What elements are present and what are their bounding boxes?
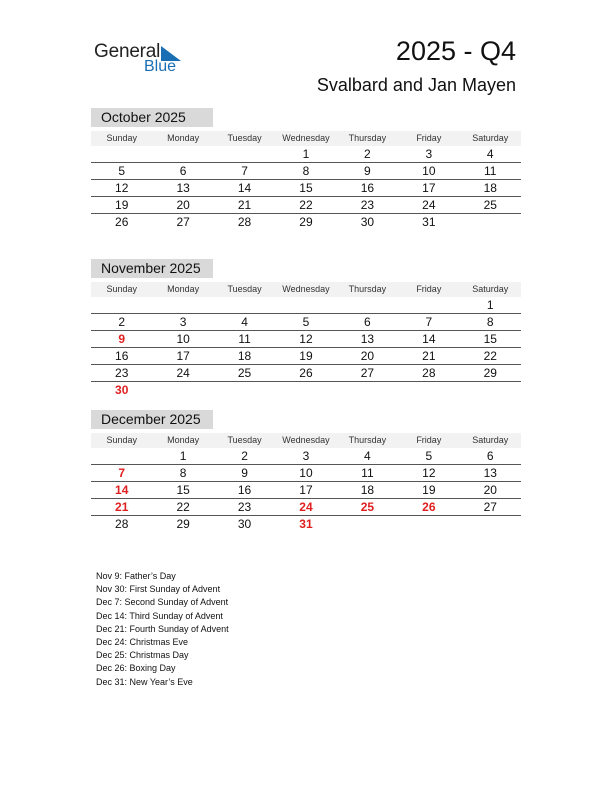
- day-cell: 12: [299, 332, 313, 346]
- day-cell: 28: [115, 517, 129, 531]
- weekday-label: Wednesday: [282, 284, 330, 294]
- day-cell: 6: [364, 315, 371, 329]
- day-cell: 13: [483, 466, 497, 480]
- month-title: December 2025: [91, 410, 213, 429]
- day-cell: 4: [241, 315, 248, 329]
- weekday-label: Monday: [167, 133, 200, 143]
- day-cell: 27: [483, 500, 497, 514]
- weekday-label: Friday: [416, 435, 442, 445]
- weekday-header-row: [91, 131, 521, 146]
- holiday-day-cell: 9: [118, 332, 126, 346]
- holiday-note: Nov 9: Father’s Day: [96, 571, 176, 581]
- day-cell: 16: [360, 181, 375, 195]
- week-row: [91, 365, 521, 382]
- month-title: November 2025: [91, 259, 213, 278]
- day-cell: [460, 516, 521, 532]
- day-cell: 16: [237, 483, 252, 497]
- day-cell: 2: [241, 449, 248, 463]
- day-cell: 13: [360, 332, 375, 346]
- day-cell: 15: [483, 332, 497, 346]
- generalblue-logo: [94, 40, 194, 80]
- week-row: [91, 382, 521, 398]
- weekday-label: Friday: [416, 133, 442, 143]
- weekday-label: Tuesday: [227, 284, 262, 294]
- weekday-header-row: [91, 282, 521, 297]
- day-cell: [275, 382, 336, 398]
- day-cell: [91, 297, 152, 313]
- day-cell: 9: [364, 164, 371, 178]
- holiday-note: Dec 24: Christmas Eve: [96, 637, 189, 648]
- day-cell: 18: [237, 349, 252, 363]
- holiday-note: Dec 25: Christmas Day: [96, 650, 189, 661]
- holiday-notes: [96, 570, 229, 689]
- weekday-label: Sunday: [106, 284, 137, 294]
- day-cell: [152, 297, 213, 313]
- day-cell: 14: [422, 332, 436, 346]
- holiday-day-cell: 21: [115, 500, 129, 514]
- day-cell: 5: [302, 315, 310, 329]
- holiday-note: Dec 26: Boxing Day: [96, 663, 176, 674]
- week-row: [91, 146, 521, 163]
- day-cell: [214, 382, 275, 398]
- logo-general-text: General: [94, 41, 161, 62]
- day-cell: 8: [486, 315, 494, 329]
- day-cell: 31: [422, 215, 436, 229]
- holiday-day-cell: 30: [115, 383, 129, 397]
- week-row: [91, 180, 521, 197]
- weekday-label: Saturday: [472, 435, 509, 445]
- day-cell: 4: [486, 147, 494, 161]
- week-row: [91, 448, 521, 465]
- day-cell: 1: [486, 298, 494, 312]
- day-cell: 6: [486, 449, 494, 463]
- holiday-note: Dec 14: Third Sunday of Advent: [96, 610, 223, 621]
- weekday-label: Saturday: [472, 133, 509, 143]
- day-cell: 2: [364, 147, 371, 161]
- day-cell: 5: [118, 164, 126, 178]
- day-cell: 17: [299, 483, 313, 497]
- day-cell: 24: [176, 366, 190, 380]
- day-cell: [337, 516, 398, 532]
- day-cell: 17: [176, 349, 190, 363]
- weekday-label: Monday: [167, 284, 200, 294]
- page-title: 2025 - Q4: [395, 36, 516, 66]
- month-november: [91, 259, 521, 398]
- day-cell: 6: [179, 164, 187, 178]
- day-cell: 2: [118, 315, 126, 329]
- day-cell: [398, 297, 459, 313]
- day-cell: 10: [299, 466, 313, 480]
- day-cell: [460, 214, 521, 230]
- weekday-label: Friday: [416, 284, 442, 294]
- day-cell: 20: [483, 483, 497, 497]
- day-cell: 1: [302, 147, 310, 161]
- day-cell: 29: [176, 517, 190, 531]
- day-cell: 12: [422, 466, 436, 480]
- holiday-note: Nov 30: First Sunday of Advent: [96, 584, 221, 595]
- day-cell: 23: [360, 198, 375, 212]
- day-cell: 12: [115, 181, 129, 195]
- day-cell: 22: [299, 198, 313, 212]
- week-row: [91, 465, 521, 482]
- holiday-day-cell: 31: [299, 517, 313, 531]
- weekday-label: Monday: [167, 435, 200, 445]
- week-row: [91, 297, 521, 314]
- holiday-note: Dec 21: Fourth Sunday of Advent: [96, 623, 229, 634]
- day-cell: 10: [176, 332, 190, 346]
- day-cell: 3: [425, 147, 433, 161]
- weekday-label: Saturday: [472, 284, 509, 294]
- day-cell: 23: [237, 500, 252, 514]
- day-cell: 10: [422, 164, 436, 178]
- day-cell: 8: [302, 164, 310, 178]
- day-cell: 15: [299, 181, 313, 195]
- weekday-label: Tuesday: [227, 435, 262, 445]
- weekday-label: Thursday: [348, 284, 387, 294]
- day-cell: [214, 146, 275, 162]
- holiday-day-cell: 24: [299, 500, 313, 514]
- weekday-label: Tuesday: [227, 133, 262, 143]
- day-cell: 21: [237, 198, 252, 212]
- day-cell: 19: [422, 483, 436, 497]
- logo-blue-text: Blue: [144, 58, 177, 75]
- day-cell: 25: [237, 366, 252, 380]
- weekday-header-row: [91, 433, 521, 448]
- weekday-label: Sunday: [106, 133, 137, 143]
- day-cell: 27: [360, 366, 375, 380]
- day-cell: 21: [422, 349, 436, 363]
- week-row: [91, 482, 521, 499]
- day-cell: [337, 297, 398, 313]
- day-cell: 22: [483, 349, 497, 363]
- day-cell: 19: [299, 349, 313, 363]
- day-cell: 20: [360, 349, 375, 363]
- day-cell: [152, 382, 213, 398]
- holiday-note: Dec 31: New Year’s Eve: [96, 676, 193, 687]
- day-cell: 26: [299, 366, 313, 380]
- country-name: Svalbard and Jan Mayen: [316, 75, 516, 95]
- day-cell: 29: [299, 215, 313, 229]
- day-cell: 8: [179, 466, 187, 480]
- day-cell: 24: [422, 198, 436, 212]
- day-cell: [398, 382, 459, 398]
- holiday-day-cell: 26: [422, 500, 436, 514]
- weekday-label: Sunday: [106, 435, 137, 445]
- day-cell: 30: [237, 517, 252, 531]
- day-cell: 4: [364, 449, 371, 463]
- day-cell: 11: [361, 466, 374, 480]
- day-cell: 30: [360, 215, 375, 229]
- holiday-day-cell: 7: [118, 466, 126, 480]
- month-title: October 2025: [91, 108, 213, 127]
- day-cell: 16: [115, 349, 129, 363]
- day-cell: 7: [241, 164, 248, 178]
- day-cell: 27: [176, 215, 190, 229]
- day-cell: 22: [176, 500, 190, 514]
- weekday-label: Thursday: [348, 133, 387, 143]
- day-cell: [337, 382, 398, 398]
- day-cell: 29: [483, 366, 497, 380]
- day-cell: [275, 297, 336, 313]
- holiday-day-cell: 25: [360, 500, 375, 514]
- day-cell: 28: [422, 366, 436, 380]
- weekday-label: Wednesday: [282, 133, 330, 143]
- week-row: [91, 331, 521, 348]
- day-cell: [91, 448, 152, 464]
- week-row: [91, 348, 521, 365]
- day-cell: 18: [360, 483, 375, 497]
- day-cell: 5: [425, 449, 433, 463]
- day-cell: 1: [179, 449, 187, 463]
- week-row: [91, 314, 521, 331]
- week-row: [91, 214, 521, 230]
- day-cell: 20: [176, 198, 190, 212]
- day-cell: 23: [115, 366, 129, 380]
- holiday-day-cell: 14: [115, 483, 129, 497]
- day-cell: 3: [302, 449, 310, 463]
- day-cell: 25: [483, 198, 497, 212]
- day-cell: 28: [237, 215, 252, 229]
- weekday-label: Thursday: [348, 435, 387, 445]
- day-cell: [152, 146, 213, 162]
- weekday-label: Wednesday: [282, 435, 330, 445]
- day-cell: 3: [179, 315, 187, 329]
- day-cell: 15: [176, 483, 190, 497]
- day-cell: [214, 297, 275, 313]
- day-cell: [398, 516, 459, 532]
- week-row: [91, 499, 521, 516]
- day-cell: [460, 382, 521, 398]
- week-row: [91, 516, 521, 532]
- day-cell: [91, 146, 152, 162]
- holiday-note: Dec 7: Second Sunday of Advent: [96, 597, 229, 608]
- day-cell: 26: [115, 215, 129, 229]
- day-cell: 19: [115, 198, 129, 212]
- day-cell: 18: [483, 181, 497, 195]
- day-cell: 11: [238, 332, 251, 346]
- day-cell: 11: [484, 164, 497, 178]
- day-cell: 17: [422, 181, 436, 195]
- day-cell: 14: [237, 181, 252, 195]
- day-cell: 9: [241, 466, 248, 480]
- month-december: [91, 410, 521, 532]
- week-row: [91, 163, 521, 180]
- month-october: [91, 108, 521, 230]
- day-cell: 13: [176, 181, 190, 195]
- week-row: [91, 197, 521, 214]
- day-cell: 7: [425, 315, 433, 329]
